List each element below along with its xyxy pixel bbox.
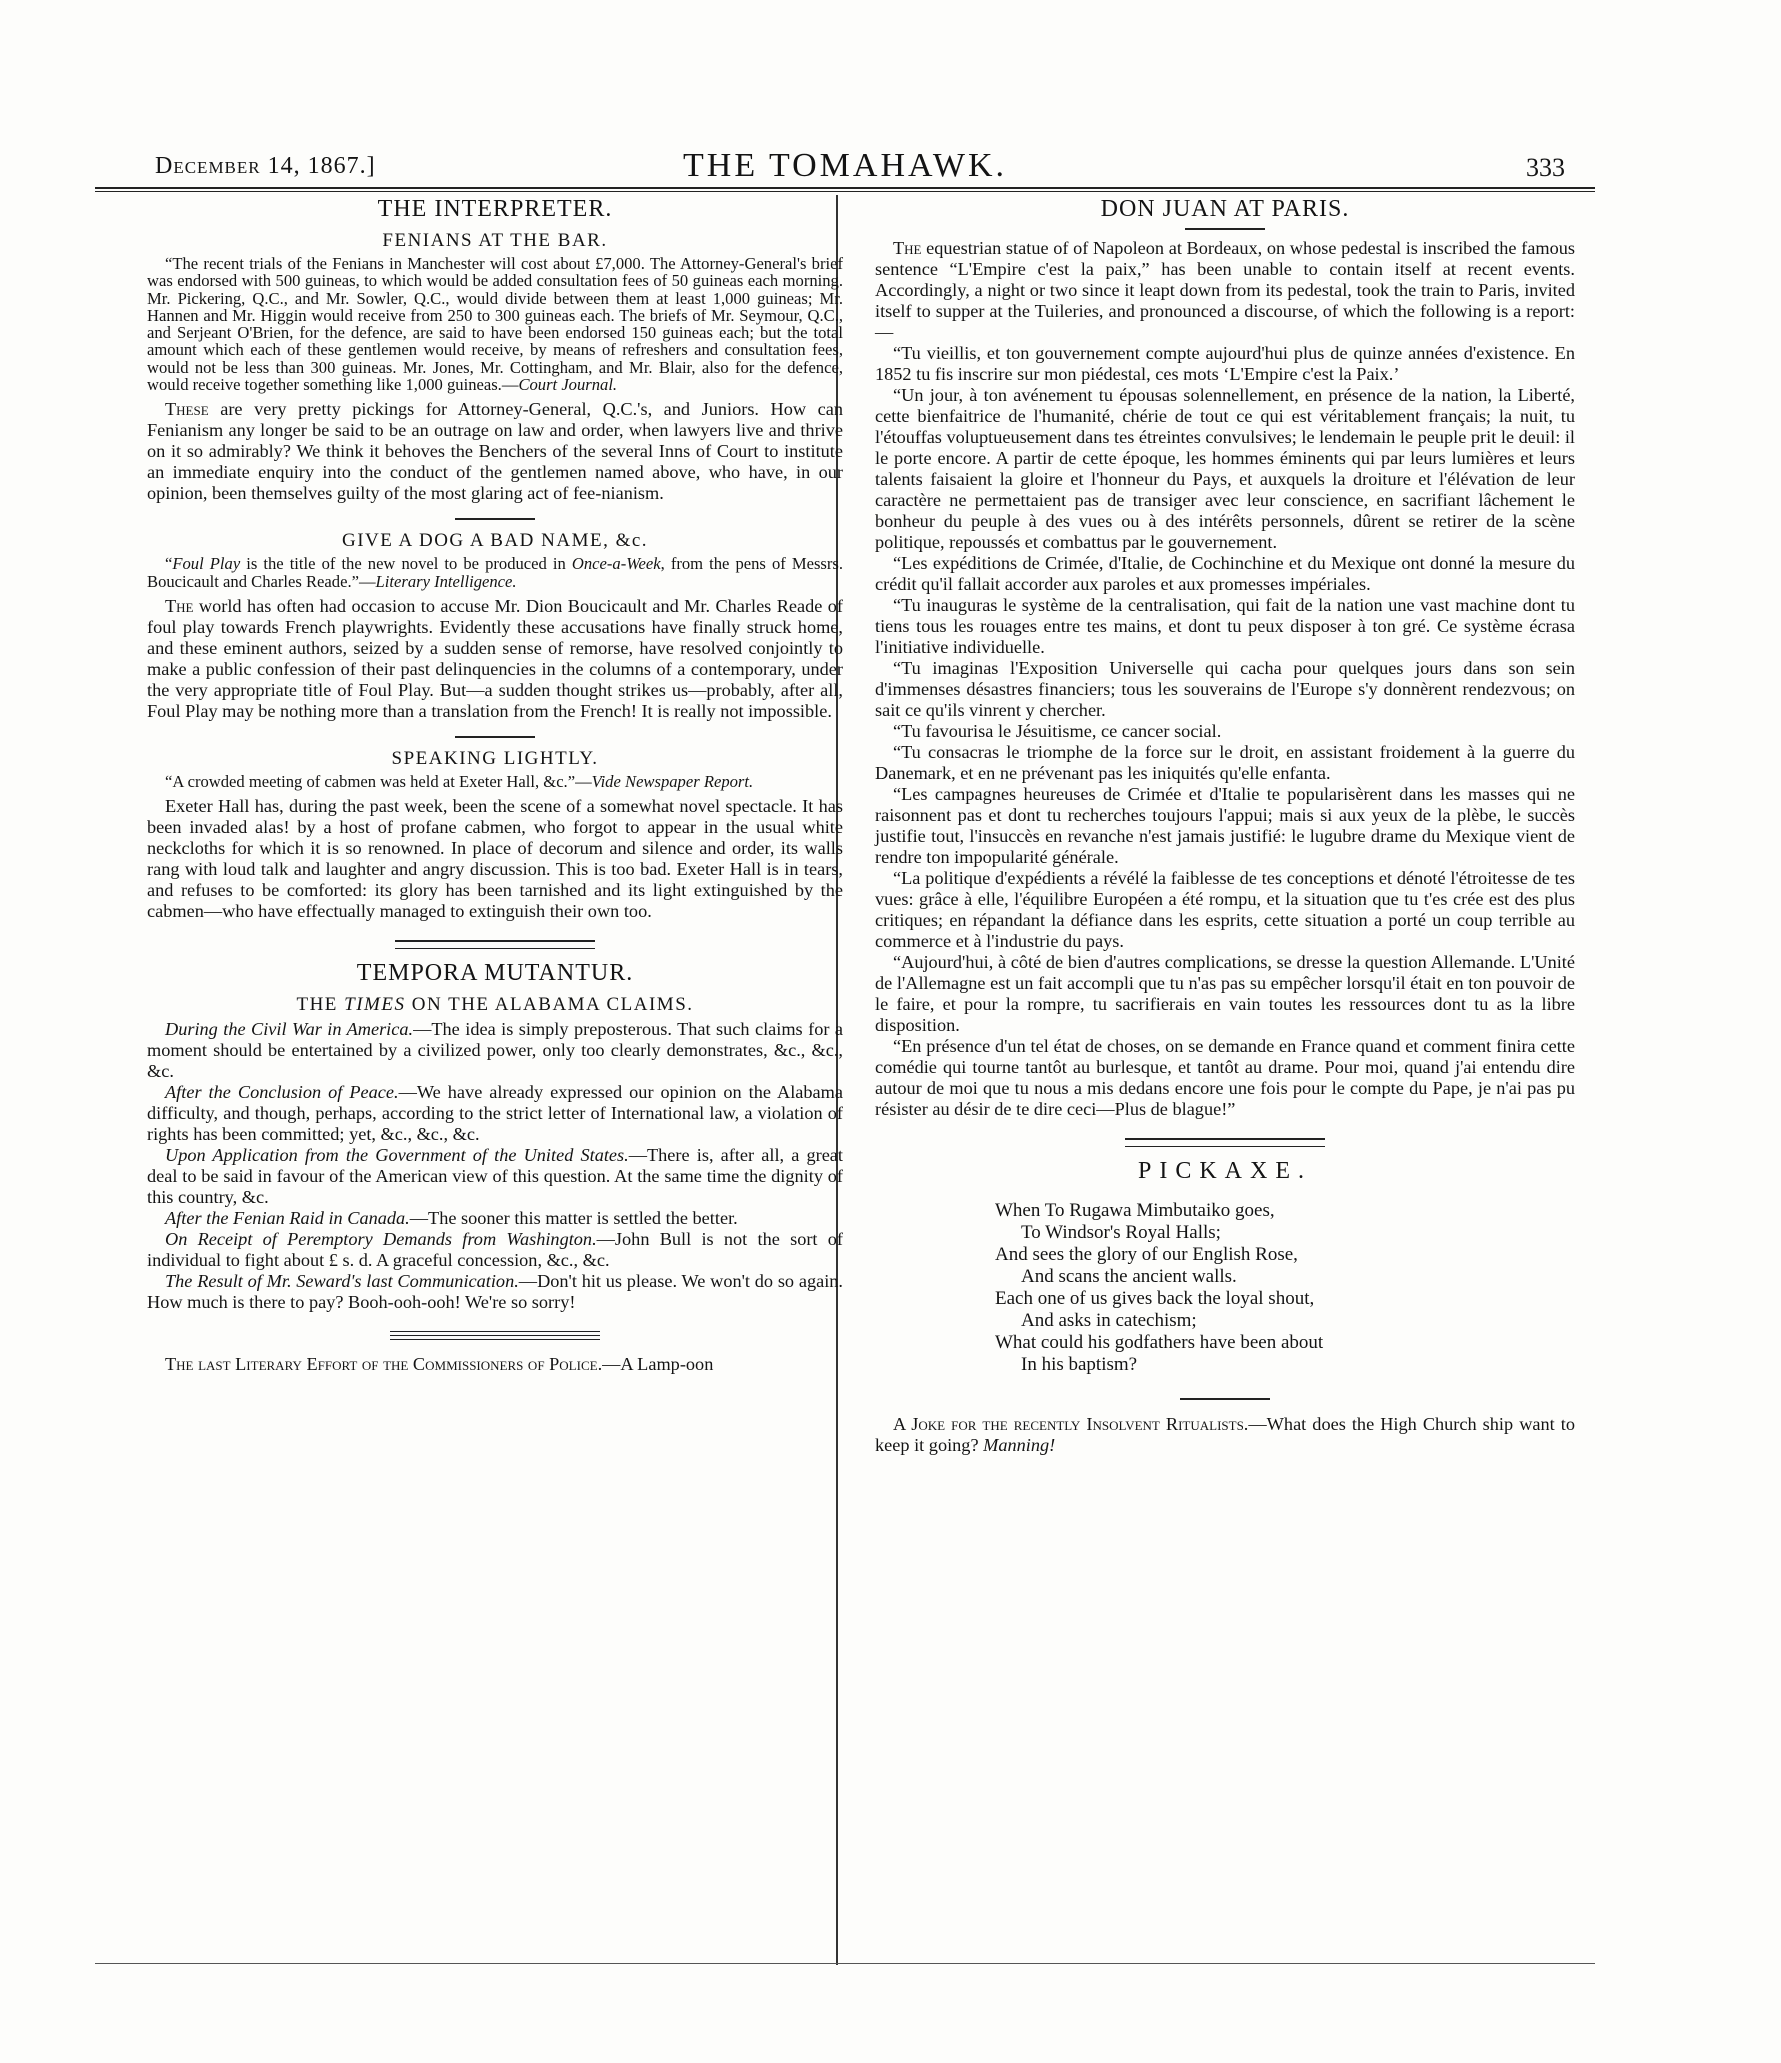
speech-para: “Tu vieillis, et ton gouvernement compte aujourd'hui plus de quinze années d'existence. En 1852 tu fis inscrire sur mon piédestal, ces mots ‘L'Empire c'est la Paix.’	[875, 343, 1575, 384]
issue-date: December 14, 1867.]	[155, 153, 376, 179]
tempora-title: TEMPORA MUTANTUR.	[356, 960, 634, 987]
fenians-quote: “The recent trials of the Fenians in Manchester will cost about £7,000. The Attorney-General's brief was endorsed with 500 guineas, to which would be added consultation fees of 50 guineas each morning. Mr. Pickering, Q.C., and Mr. Sowler, Q.C., would divide between them at least 1,000 guineas; Mr. Hannen and Mr. Higgin would receive from 250 to 300 guineas each. The briefs of Mr. Seymour, Q.C., and Serjeant O'Brien, for the defence, are said to have been endorsed 150 guineas each; but the total amount which each of these gentlemen would receive, by means of refreshers and consultation fees, would not be less than 300 guineas. Mr. Jones, Mr. Cottingham, and Mr. Blair, also for the defence, would receive together something like 1,000 guineas.—Court Journal.	[147, 254, 843, 395]
dog-body: The world has often had occasion to accuse Mr. Dion Boucicault and Mr. Charles Reade of foul play towards French playwrights. Evidently these accusations have finally struck home, and these eminent authors, seized by a sudden sense of remorse, have resolved conjointly to make a public confession of their past delinquencies in the columns of a contemporary, under the very appropriate title of Foul Play. But—a sudden thought strikes us—probably, after all, Foul Play may be nothing more than a translation from the French! It is really not impossible.	[147, 595, 843, 721]
triple-divider	[390, 1331, 600, 1340]
dog-title: GIVE A DOG A BAD NAME, &c.	[341, 530, 649, 552]
poem-line: In his baptism?	[1021, 1354, 1138, 1375]
dog-source: Literary Intelligence.	[375, 571, 517, 591]
footer-rule	[95, 1963, 1595, 1964]
times-para-2: After the Conclusion of Peace.—We have already expressed our opinion on the Alabama difficulty, and though, perhaps, according to the strict letter of International law, a violation of rights has been committed; yet, &c., &c., &c.	[147, 1082, 843, 1145]
poem-line: What could his godfathers have been about	[995, 1332, 1324, 1353]
speech-para: “Tu consacras le triomphe de la force sur le droit, en assistant froidement à la guerre du Danemark, et en ne prévenant pas les iniquités qu'elle enfanta.	[875, 742, 1575, 783]
right-column	[875, 193, 1575, 1456]
left-column	[147, 193, 843, 1375]
double-divider	[1125, 1138, 1325, 1147]
poem-line: And sees the glory of our English Rose,	[995, 1244, 1298, 1265]
speech-para: “Tu inauguras le système de la centralisation, qui fait de la nation une vast machine dont tu tiens tous les rouages entre tes mains, et dont tu peux disposer à ton gré. Ce système écrasa l'initiative individuelle.	[875, 595, 1575, 657]
divider	[455, 736, 535, 738]
times-para-6: The Result of Mr. Seward's last Communication.—Don't hit us please. We won't do so again. How much is there to pay? Booh-ooh-ooh! We're so sorry!	[147, 1271, 843, 1313]
joke: A Joke for the recently Insolvent Ritualists.—What does the High Church ship want to keep it going? Manning!	[875, 1414, 1575, 1455]
don-juan-title: DON JUAN AT PARIS.	[1100, 196, 1350, 222]
don-juan-intro: The equestrian statue of of Napoleon at Bordeaux, on whose pedestal is inscribed the famous sentence “L'Empire c'est la paix,” has been unable to contain itself at recent events. Accordingly, a night or two since it leapt down from its pedestal, took the train to Paris, invited itself to supper at the Tuileries, and pronounced a discourse, of which the following is a report:—	[875, 238, 1575, 342]
times-para-3: Upon Application from the Government of the United States.—There is, after all, a great deal to be said in favour of the American view of this question. At the same time the dignity of this country, &c.	[147, 1145, 843, 1208]
speaking-source: Vide Newspaper Report.	[591, 771, 754, 791]
double-divider	[395, 940, 595, 949]
dog-quote: “Foul Play is the title of the new novel to be produced in Once-a-Week, from the pens of Messrs. Boucicault and Charles Reade.”—Literary Intelligence.	[147, 554, 843, 591]
fenians-body: These are very pretty pickings for Attorney-General, Q.C.'s, and Juniors. How can Fenianism any longer be said to be an outrage on law and order, when lawyers live and thrive on it so admirably? We think it behoves the Benchers of the several Inns of Court to institute an immediate enquiry into the conduct of the gentlemen named above, who have, in our opinion, been themselves guilty of the most glaring act of fee-nianism.	[147, 399, 843, 504]
page-number: 333	[1526, 153, 1565, 182]
divider	[1185, 228, 1265, 230]
masthead: THE TOMAHAWK.	[683, 147, 1007, 184]
header-rule	[95, 187, 1595, 189]
speech-para: “Tu imaginas l'Exposition Universelle qui cacha pour quelques jours dans son sein d'immenses désastres financiers; tous les souverains de l'Europe s'y donnèrent rendezvous; on sait ce qu'ils vinrent y chercher.	[875, 658, 1575, 720]
speech-para: “Les expéditions de Crimée, d'Italie, de Cochinchine et du Mexique ont donné la mesure du crédit qu'il fallait accorder aux paroles et aux promesses impériales.	[875, 553, 1575, 594]
poem-line: To Windsor's Royal Halls;	[1021, 1222, 1221, 1243]
fenians-title: FENIANS AT THE BAR.	[382, 230, 608, 251]
speech-para: “Aujourd'hui, à côté de bien d'autres complications, se dresse la question Allemande. L'Unité de l'Allemagne est un fait accompli que tu n'as pas su empêcher lorsqu'il était en ton pouvoir de le faire, et pour la rompre, tu sacrifierais en vain toutes les ressources dont tu as la libre disposition.	[875, 952, 1575, 1035]
speaking-quote: “A crowded meeting of cabmen was held at Exeter Hall, &c.”—Vide Newspaper Report.	[165, 771, 754, 791]
interpreter-title: THE INTERPRETER.	[377, 196, 613, 222]
poem-line: And asks in catechism;	[1021, 1310, 1197, 1331]
speech-para: “En présence d'un tel état de choses, on se demande en France quand et comment finira cette comédie qui tourne tantôt au burlesque, et tantôt au drame. Pour moi, quand j'ai entendu dire autour de moi que tu nous a mis dedans encore une fois pour le compte du Pape, je n'ai pas pu résister au désir de te dire ceci—Plus de blague!”	[875, 1036, 1575, 1119]
last-effort: The last Literary Effort of the Commissioners of Police.—A Lamp-oon	[165, 1354, 714, 1375]
speaking-body: Exeter Hall has, during the past week, been the scene of a somewhat novel spectacle. It has been invaded alas! by a host of profane cabmen, who forgot to appear in the usual white neckcloths for which it is so renowned. In place of decorum and silence and order, its walls rang with loud talk and laughter and angry discussion. This is too bad. Exeter Hall is in tears, and refuses to be comforted: its glory has been tarnished and its light extinguished by the cabmen—who have effectually managed to extinguish their own too.	[147, 796, 843, 922]
speech-para: “Tu favourisa le Jésuitisme, ce cancer social.	[893, 721, 1222, 741]
poem-line: Each one of us gives back the loyal shout,	[995, 1288, 1315, 1309]
poem-line: When To Rugawa Mimbutaiko goes,	[995, 1200, 1275, 1221]
page-header	[95, 145, 1595, 184]
times-para-5: On Receipt of Peremptory Demands from Washington.—John Bull is not the sort of individual to fight about £ s. d. A graceful concession, &c., &c.	[147, 1229, 843, 1271]
divider	[1180, 1398, 1270, 1400]
fenians-source: Court Journal.	[518, 375, 618, 395]
times-title: THE TIMES ON THE ALABAMA CLAIMS.	[296, 994, 694, 1016]
speaking-title: SPEAKING LIGHTLY.	[391, 747, 599, 769]
poem	[995, 1200, 1575, 1376]
header-rule-thin	[95, 191, 1595, 192]
divider	[455, 518, 535, 520]
newspaper-page	[95, 135, 1595, 1995]
times-para-1: During the Civil War in America.—The idea is simply preposterous. That such claims for a moment should be entertained by a civilized power, only too clearly demonstrates, &c., &c., &c.	[147, 1019, 843, 1082]
speech-para: “Les campagnes heureuses de Crimée et d'Italie te popularisèrent dans les masses qui ne raisonnent pas et dont tu recherches toujours l'appui; mais si aux yeux de la plèbe, le succès justifie tout, l'insuccès en revanche n'est jamais justifié: le lugubre drame du Mexique vient de rendre ton impopularité générale.	[875, 784, 1575, 867]
speech-para: “Un jour, à ton avénement tu épousas solennellement, en présence de la nation, la Liberté, cette bienfaitrice de l'humanité, chérie de tout ce qui est véritablement français; la nuit, tu l'étouffas voluptueusement dans tes étreintes convulsives; le lendemain le peuple prit le deuil: il le porte encore. A partir de cette époque, les hommes éminents qui par leurs lumières et leurs talents faisaient la gloire et l'honneur du Pays, et auxquels la droiture et l'élévation de leur caractère ne permettaient pas de transiger avec leur conscience, en sacrifiant lâchement le bonheur du peuple à des vues ou à des intérêts personnels, dûrent se retirer de la scène politique, repoussés et combattus par le gouvernement.	[875, 385, 1575, 552]
pickaxe-title: PICKAXE.	[1137, 1158, 1312, 1184]
speech-para: “La politique d'expédients a révélé la faiblesse de tes conceptions et dénoté l'étroitesse de tes vues: grâce à elle, l'équilibre Européen a été rompu, et la situation que tu t'es crée est des plus critiques; en répandant la défiance dans les esprits, cette situation a porté un coup terrible au commerce et à l'industrie du pays.	[875, 868, 1575, 951]
times-para-4: After the Fenian Raid in Canada.—The sooner this matter is settled the better.	[165, 1208, 738, 1229]
poem-line: And scans the ancient walls.	[1021, 1266, 1237, 1287]
